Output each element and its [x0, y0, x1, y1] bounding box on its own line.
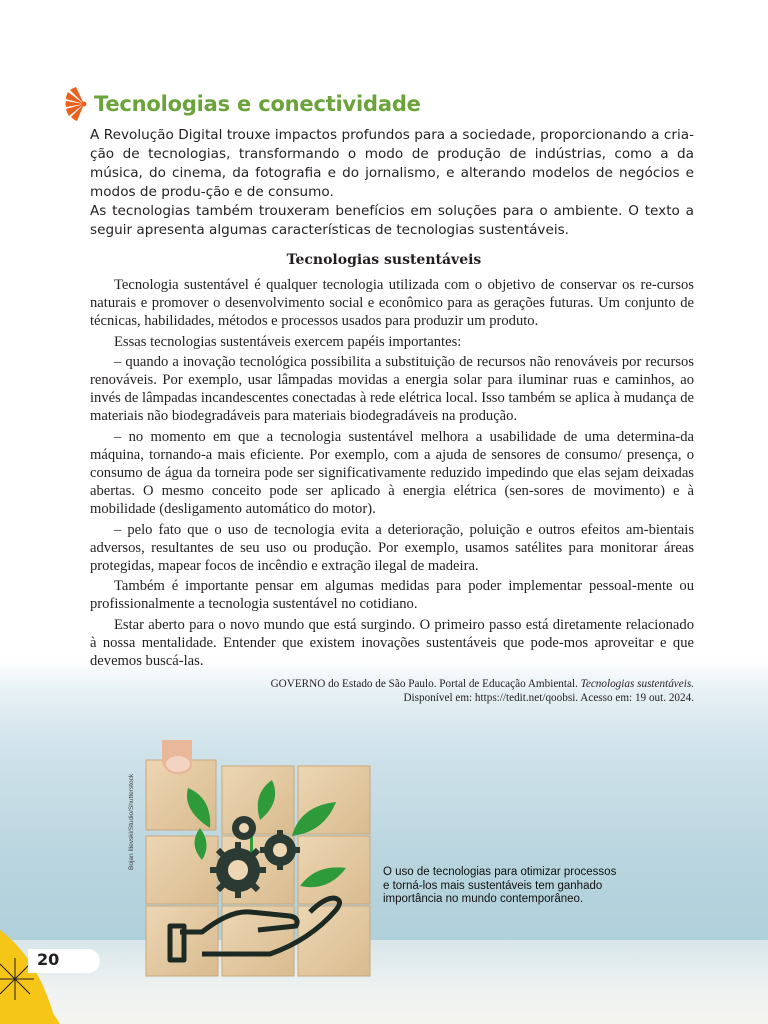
wooden-blocks-icon — [140, 740, 380, 980]
section-title: Tecnologias e conectividade — [94, 92, 421, 116]
text-paragraph: Essas tecnologias sustentáveis exercem papéis importantes: — [114, 333, 462, 350]
text-paragraph: – pelo fato que o uso de tecnologia evita a deterioração, poluição e outros efeitos am-bientais adversos, resultantes de seu uso ou produção. Por exemplo, usamos satélites para monitorar áreas protegidas, mapear focos de incêndio e extração ilegal de madeira. — [90, 521, 694, 575]
citation-availability: Disponível em: https://tedit.net/qoobsi. Acesso em: 19 out. 2024. — [403, 691, 694, 704]
section-heading — [64, 86, 421, 122]
text-title: Tecnologias sustentáveis — [286, 252, 482, 268]
text-paragraph: Também é importante pensar em algumas medidas para poder implementar pessoal-mente ou profissionalmente a tecnologia sustentável no cotidiano. — [90, 578, 694, 613]
table-surface — [0, 940, 768, 1024]
citation-source: GOVERNO do Estado de São Paulo. Portal de Educação Ambiental. — [270, 678, 581, 690]
intro-paragraph: As tecnologias também trouxeram benefícios em soluções para o ambiente. O texto a seguir apresenta algumas características de tecnologias sustentáveis. — [90, 203, 694, 238]
text-paragraph: Tecnologia sustentável é qualquer tecnologia utilizada com o objetivo de conservar os re-cursos naturais e promover o desenvolvimento social e econômico para as gerações futuras. Um conjunto de técnicas, habilidades, métodos e processos usados para produzir um produto. — [90, 277, 694, 330]
page-number: 20 — [37, 950, 60, 969]
source-citation — [194, 678, 694, 705]
corner-burst-icon — [0, 930, 60, 1024]
text-paragraph: Estar aberto para o novo mundo que está surgindo. O primeiro passo está diretamente relacionado à nossa mentalidade. Entender que existem inovações sustentáveis que pode-mos aproveitar e que devemos buscá-las. — [90, 616, 694, 670]
text-paragraph: – quando a inovação tecnológica possibilita a substituição de recursos não renováveis por recursos renováveis. Por exemplo, usar lâmpadas movidas a energia solar para iluminar ruas e caminhos, ao invés de lâmpadas incandescentes conectadas à rede elétrica local. Isso também se aplica à mudança de materiais não biodegradáveis para materiais biodegradáveis na produção. — [90, 353, 694, 425]
photo-credit: Bojan Ilievski/Studio/Shutterstock — [128, 773, 135, 870]
citation-title: Tecnologias sustentáveis. — [580, 678, 694, 690]
intro-paragraph: A Revolução Digital trouxe impactos profundos para a sociedade, proporcionando a cria-ção de tecnologias, transformando o modo de produção de indústrias, como a da música, do cinema, da fotografia e do jornalismo, e alterando modelos de negócios e modos de produ-ção e de consumo. — [90, 127, 694, 200]
orange-fan-icon — [64, 86, 88, 122]
finger-icon — [162, 740, 192, 774]
figure-caption: O uso de tecnologias para otimizar processos e torná-los mais sustentáveis tem ganhado importância no mundo contemporâneo. — [383, 866, 617, 906]
text-paragraph: – no momento em que a tecnologia sustentável melhora a usabilidade de uma determina-da máquina, tornando-a mais eficiente. Por exemplo, com a ajuda de sensores de consumo/ presença, o consumo de água da torneira pode ser significativamente reduzido impedindo que elas sejam deixadas abertas. O mesmo conceito pode ser aplicado à energia elétrica (sen-sores de movimento) e à mobilidade (desligamento automático do motor). — [90, 428, 694, 518]
reading-text — [90, 276, 694, 672]
intro-text — [90, 126, 694, 240]
